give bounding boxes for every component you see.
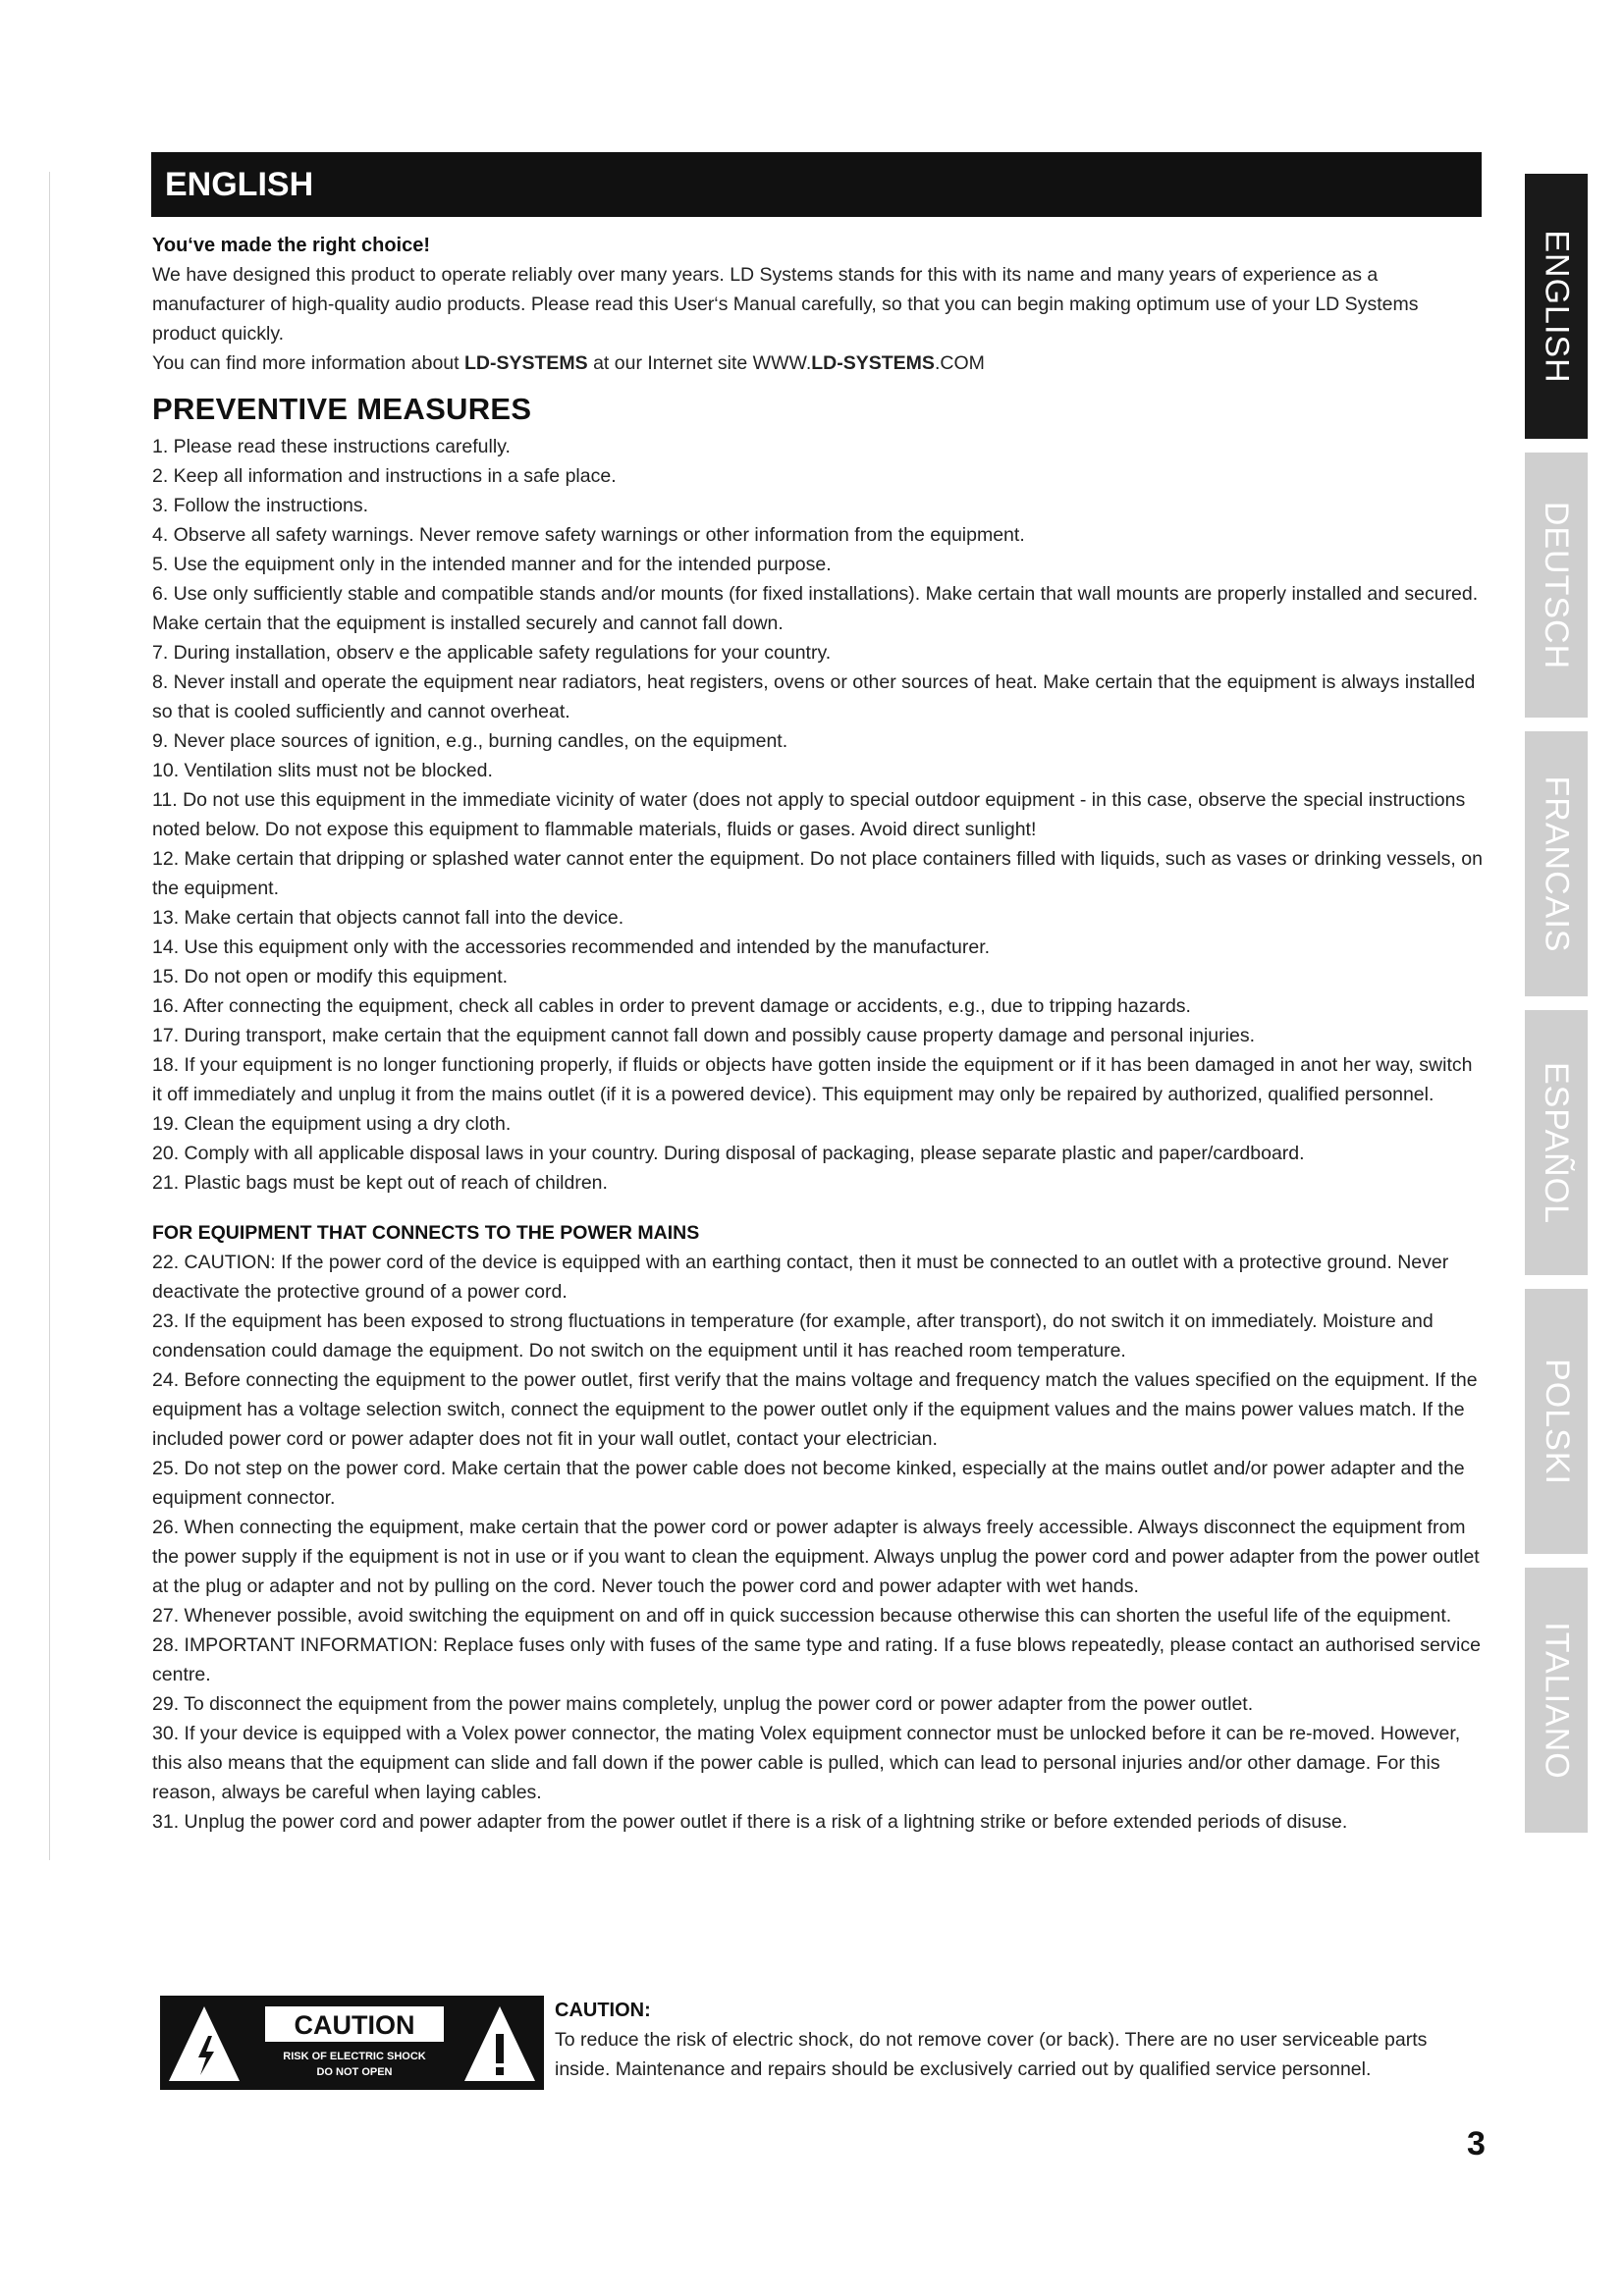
power-mains-item: 26. When connecting the equipment, make certain that the power cord or power adapter is always freely accessible. Always disconnect the equipment from the power supply if the equipment is not in use or if you want to clean the equipment. Always unplug the power cord and power adapter from the power outlet at the plug or adapter and not by pulling on the cord. Never touch the power cord and power adapter with wet hands. xyxy=(152,1517,1480,1597)
preventive-measures-list xyxy=(152,432,1483,1198)
preventive-measure-item: 13. Make certain that objects cannot fall into the device. xyxy=(152,907,624,929)
power-mains-item: 25. Do not step on the power cord. Make certain that the power cable does not become kinked, especially at the mains outlet and/or power adapter and the equipment connector. xyxy=(152,1458,1465,1509)
tab-polski[interactable] xyxy=(1525,1289,1588,1554)
preventive-measure-item: 2. Keep all information and instructions in a safe place. xyxy=(152,465,617,487)
tab-francais[interactable] xyxy=(1525,731,1588,996)
preventive-measure-item: 20. Comply with all applicable disposal laws in your country. During disposal of packaging, please separate plastic and paper/cardboard. xyxy=(152,1143,1305,1164)
caution-label-graphic xyxy=(160,1996,544,2090)
preventive-measure-item: 14. Use this equipment only with the accessories recommended and intended by the manufacturer. xyxy=(152,936,991,958)
power-mains-item: 29. To disconnect the equipment from the power mains completely, unplug the power cord or power adapter from the power outlet. xyxy=(152,1693,1254,1715)
tab-espanol-label: ESPAÑOL xyxy=(1538,1061,1576,1224)
power-mains-item: 22. CAUTION: If the power cord of the device is equipped with an earthing contact, then it must be connected to an outlet with a protective ground. Never deactivate the protective ground of a power cord. xyxy=(152,1252,1449,1303)
preventive-measure-item: 12. Make certain that dripping or splashed water cannot enter the equipment. Do not place containers filled with liquids, such as vases or drinking vessels, on the equipment. xyxy=(152,848,1483,899)
section-header-bar xyxy=(151,152,1482,217)
tab-english[interactable] xyxy=(1525,174,1588,439)
power-mains-item: 28. IMPORTANT INFORMATION: Replace fuses only with fuses of the same type and rating. If a fuse blows repeatedly, please contact an authorised service centre. xyxy=(152,1634,1481,1685)
preventive-measure-item: 15. Do not open or modify this equipment. xyxy=(152,966,509,988)
preventive-measure-item: 3. Follow the instructions. xyxy=(152,495,369,516)
preventive-measure-item: 9. Never place sources of ignition, e.g., burning candles, on the equipment. xyxy=(152,730,788,752)
intro-title: You‘ve made the right choice! xyxy=(152,235,431,256)
power-mains-item: 31. Unplug the power cord and power adapter from the power outlet if there is a risk of a lightning strike or before extended periods of disuse. xyxy=(152,1811,1348,1833)
intro-site-brand: LD-SYSTEMS xyxy=(811,352,935,374)
caution-label-title: CAUTION xyxy=(294,2010,415,2040)
power-mains-list xyxy=(152,1248,1483,1837)
tab-english-label: ENGLISH xyxy=(1538,229,1576,384)
preventive-measure-item: 4. Observe all safety warnings. Never remove safety warnings or other information from the equipment. xyxy=(152,524,1025,546)
tab-deutsch[interactable] xyxy=(1525,453,1588,718)
page-edge-line xyxy=(49,172,50,1860)
power-mains-item: 27. Whenever possible, avoid switching the equipment on and off in quick succession because otherwise this can shorten the useful life of the equipment. xyxy=(152,1605,1452,1627)
power-mains-item: 23. If the equipment has been exposed to strong fluctuations in temperature (for example, after transport), do not switch it on immediately. Moisture and condensation could damage the equipment. Do not switch on the equipment until it has reached room temperature. xyxy=(152,1310,1434,1362)
preventive-measure-item: 17. During transport, make certain that the equipment cannot fall down and possibly cause property damage and personal injuries. xyxy=(152,1025,1255,1046)
preventive-measures-title: PREVENTIVE MEASURES xyxy=(152,392,532,426)
caution-label-line1: RISK OF ELECTRIC SHOCK xyxy=(283,2051,426,2062)
intro-block xyxy=(152,231,1483,378)
preventive-measure-item: 18. If your equipment is no longer functioning properly, if fluids or objects have gotten inside the equipment or if it has been damaged in anot her way, switch it off immediately and unplug it from the mains outlet (if it is a powered device). This equipment may only be repaired by authorized, qualified personnel. xyxy=(152,1054,1473,1105)
caution-label-line2: DO NOT OPEN xyxy=(316,2066,393,2078)
caution-block xyxy=(160,1996,1486,2094)
preventive-measure-item: 7. During installation, observ e the applicable safety regulations for your country. xyxy=(152,642,832,664)
power-mains-item: 24. Before connecting the equipment to the power outlet, first verify that the mains voltage and frequency match the values specified on the equipment. If the equipment has a voltage selection switch, connect the equipment to the power outlet only if the equipment values and the mains power values match. If the included power cord or power adapter does not fit in your wall outlet, contact your electrician. xyxy=(152,1369,1478,1450)
preventive-measure-item: 5. Use the equipment only in the intended manner and for the intended purpose. xyxy=(152,554,832,575)
tab-italiano-label: ITALIANO xyxy=(1538,1621,1576,1780)
preventive-measure-item: 1. Please read these instructions carefully. xyxy=(152,436,511,457)
caution-note xyxy=(555,1996,1488,2084)
tab-polski-label: POLSKI xyxy=(1538,1358,1576,1485)
intro-more-info xyxy=(152,348,1483,378)
intro-brand: LD-SYSTEMS xyxy=(463,352,588,374)
preventive-measure-item: 6. Use only sufficiently stable and compatible stands and/or mounts (for fixed installations). Make certain that wall mounts are properly installed and secured. Make certain that the equipment is installed securely and cannot fall down. xyxy=(152,583,1479,634)
intro-more-prefix: You can find more information about xyxy=(152,352,464,374)
tab-deutsch-label: DEUTSCH xyxy=(1538,501,1576,669)
power-mains-title: FOR EQUIPMENT THAT CONNECTS TO THE POWER MAINS xyxy=(152,1222,700,1244)
tab-italiano[interactable] xyxy=(1525,1568,1588,1833)
preventive-measure-item: 8. Never install and operate the equipment near radiators, heat registers, ovens or other sources of heat. Make certain that the equipment is always installed so that is cooled sufficiently and cannot overheat. xyxy=(152,671,1476,722)
power-mains-item: 30. If your device is equipped with a Volex power connector, the mating Volex equipment connector must be unlocked before it can be re-moved. However, this also means that the equipment can slide and fall down if the power cable is pulled, which can lead to personal injuries and/or other damage. For this reason, always be careful when laying cables. xyxy=(152,1723,1461,1803)
preventive-measure-item: 19. Clean the equipment using a dry cloth. xyxy=(152,1113,512,1135)
tab-francais-label: FRANCAIS xyxy=(1538,775,1576,952)
caution-note-title: CAUTION: xyxy=(555,2000,651,2021)
page-number: 3 xyxy=(1467,2125,1486,2163)
intro-site-suffix: .COM xyxy=(934,352,985,374)
intro-more-middle: at our Internet site WWW. xyxy=(587,352,812,374)
preventive-measure-item: 16. After connecting the equipment, check all cables in order to prevent damage or accidents, e.g., due to tripping hazards. xyxy=(152,995,1191,1017)
preventive-measure-item: 10. Ventilation slits must not be blocked. xyxy=(152,760,493,781)
intro-text: We have designed this product to operate reliably over many years. LD Systems stands for this with its name and many years of experience as a manufacturer of high-quality audio products. Please read this User‘s Manual carefully, so that you can begin making optimum use of your LD Systems product quickly. xyxy=(152,264,1419,345)
caution-label-svg xyxy=(163,1999,541,2087)
tab-espanol[interactable] xyxy=(1525,1010,1588,1275)
main-content xyxy=(152,231,1483,1837)
exclamation-icon xyxy=(496,2067,504,2075)
preventive-measure-item: 11. Do not use this equipment in the immediate vicinity of water (does not apply to special outdoor equipment - in this case, observe the special instructions noted below. Do not expose this equipment to flammable materials, fluids or gases. Avoid direct sunlight! xyxy=(152,789,1466,840)
section-header-title: ENGLISH xyxy=(165,166,314,203)
preventive-measure-item: 21. Plastic bags must be kept out of reach of children. xyxy=(152,1172,608,1194)
caution-note-text: To reduce the risk of electric shock, do not remove cover (or back). There are no user serviceable parts inside. Maintenance and repairs should be exclusively carried out by qualified service personnel. xyxy=(555,2029,1428,2080)
